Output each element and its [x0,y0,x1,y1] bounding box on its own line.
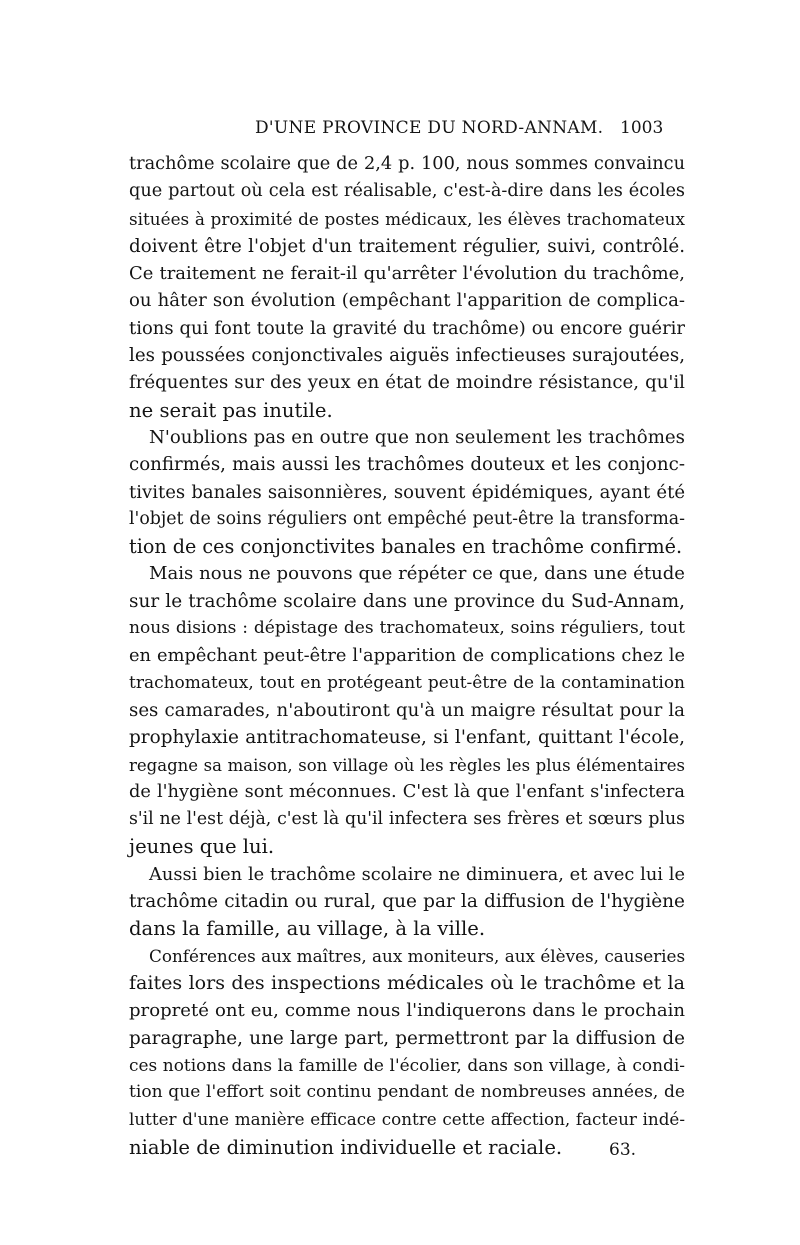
text-line: que partout où cela est réalisable, c'est-à-dire dans les écoles [129,181,685,202]
text-line: tion que l'effort soit continu pendant de nombreuses années, de [129,1082,685,1103]
signature-mark: 63. [609,1140,637,1160]
paragraph [129,861,685,943]
text-line: confirmés, mais aussi les trachômes douteux et les conjonc- [129,454,685,476]
text-line: Aussi bien le trachôme scolaire ne diminuera, et avec lui le [149,863,685,885]
text-line: sur le trachôme scolaire dans une province du Sud-Annam, [129,590,685,612]
text-line: tion de ces conjonctivites banales en trachôme confirmé. [129,535,683,559]
text-line: jeunes que lui. [129,835,275,859]
text-line: l'objet de soins réguliers ont empêché peut-être la transforma- [129,508,685,529]
body-text [129,151,685,1161]
text-line: Conférences aux maîtres, aux moniteurs, aux élèves, causeries [149,945,686,966]
running-head [0,118,800,142]
text-line: de l'hygiène sont méconnues. C'est là que l'enfant s'infectera [129,781,685,802]
text-line: nous disions : dépistage des trachomateux, soins réguliers, tout [129,618,685,639]
text-line: niable de diminution individuelle et raciale. [129,1135,563,1159]
text-line: ces notions dans la famille de l'écolier, dans son village, à condi- [129,1054,685,1075]
text-line: les poussées conjonctivales aiguës infectieuses surajoutées, [129,345,685,367]
text-line: dans la famille, au village, à la ville. [129,917,486,941]
text-line: lutter d'une manière efficace contre cette affection, facteur indé- [129,1109,685,1130]
text-line: prophylaxie antitrachomateuse, si l'enfant, quittant l'école, [129,727,685,749]
page-number: 1003 [620,118,664,138]
text-line: faites lors des inspections médicales où le trachôme et la [129,971,685,994]
text-line: propreté ont eu, comme nous l'indiquerons dans le prochain [129,1000,685,1022]
text-line: trachôme scolaire que de 2,4 p. 100, nous sommes convaincu [129,154,685,174]
text-line: situées à proximité de postes médicaux, les élèves trachomateux [129,208,685,229]
paragraph [129,151,685,424]
text-line: N'oublions pas en outre que non seulement les trachômes [149,426,685,448]
text-line: regagne sa maison, son village où les règles les plus élémentaires [129,755,685,775]
text-line: Ce traitement ne ferait-il qu'arrêter l'évolution du trachôme, [129,263,685,285]
text-line: tions qui font toute la gravité du trachôme) ou encore guérir [129,317,685,339]
text-line: ne serait pas inutile. [129,398,333,422]
text-line: ou hâter son évolution (empêchant l'apparition de complica- [129,290,685,312]
running-title: D'UNE PROVINCE DU NORD-ANNAM. [255,118,604,138]
text-line: trachomateux, tout en protégeant peut-être de la contamination [129,672,685,693]
text-line: doivent être l'objet d'un traitement régulier, suivi, contrôlé. [129,235,685,257]
text-line: Mais nous ne pouvons que répéter ce que, dans une étude [149,563,685,585]
paragraph [129,943,685,1161]
paragraph [129,560,685,860]
text-line: tivites banales saisonnières, souvent épidémiques, ayant été [129,481,685,503]
text-line: paragraphe, une large part, permettront par la diffusion de [129,1027,685,1049]
text-line: ses camarades, n'aboutiront qu'à un maigre résultat pour la [129,699,685,721]
text-line: en empêchant peut-être l'apparition de complications chez le [129,645,685,667]
text-line: trachôme citadin ou rural, que par la diffusion de l'hygiène [129,891,685,913]
paragraph [129,424,685,560]
text-line: s'il ne l'est déjà, c'est là qu'il infectera ses frères et sœurs plus [129,809,685,830]
text-line: fréquentes sur des yeux en état de moindre résistance, qu'il [129,372,685,394]
